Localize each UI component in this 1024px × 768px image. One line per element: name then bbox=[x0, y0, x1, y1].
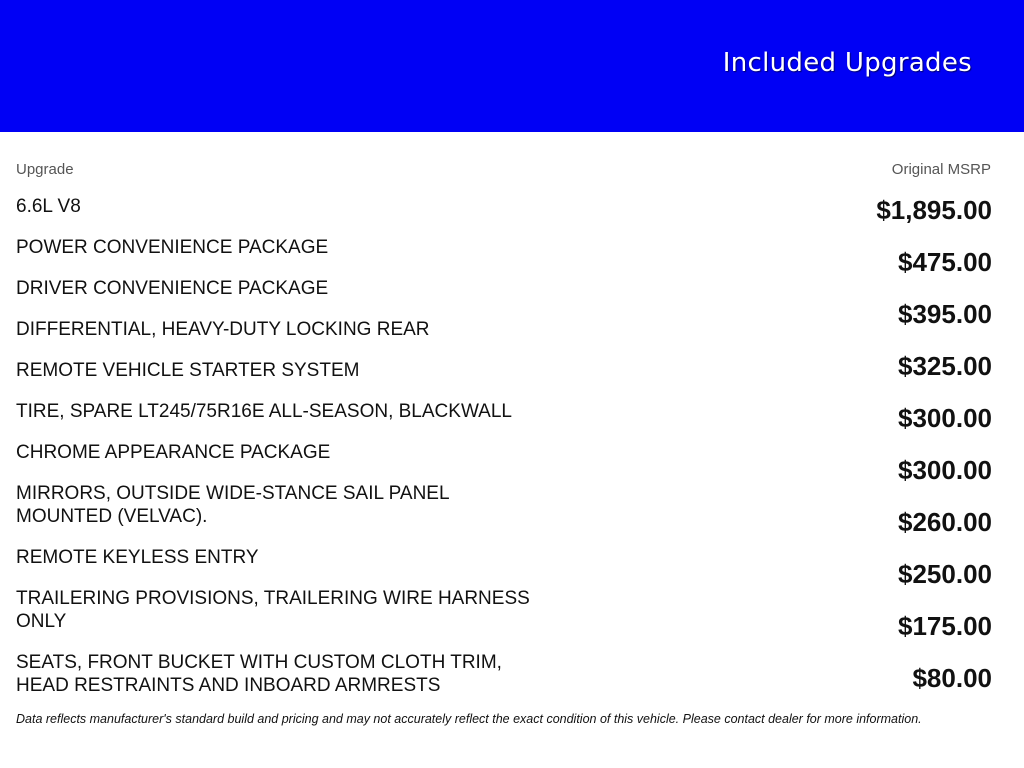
upgrade-column-header: Upgrade bbox=[16, 161, 74, 178]
upgrade-price: $395.00 bbox=[898, 299, 992, 329]
upgrade-price: $80.00 bbox=[912, 663, 992, 693]
upgrade-price: $175.00 bbox=[898, 611, 992, 641]
upgrade-list bbox=[16, 195, 576, 715]
header-banner bbox=[0, 0, 1024, 132]
price-list bbox=[876, 192, 992, 712]
upgrade-price: $300.00 bbox=[898, 455, 992, 485]
upgrade-price: $300.00 bbox=[898, 403, 992, 433]
upgrade-name: DIFFERENTIAL, HEAVY-DUTY LOCKING REAR bbox=[16, 319, 430, 340]
upgrade-name: REMOTE VEHICLE STARTER SYSTEM bbox=[16, 360, 360, 381]
upgrade-price: $325.00 bbox=[898, 351, 992, 381]
upgrade-price: $475.00 bbox=[898, 247, 992, 277]
upgrade-name: SEATS, FRONT BUCKET WITH CUSTOM CLOTH TRIM, HEAD RESTRAINTS AND INBOARD ARMRESTS bbox=[16, 652, 502, 696]
upgrade-name: MIRRORS, OUTSIDE WIDE-STANCE SAIL PANEL MOUNTED (VELVAC). bbox=[16, 483, 449, 527]
msrp-column-header: Original MSRP bbox=[891, 161, 991, 178]
upgrade-price: $260.00 bbox=[898, 507, 992, 537]
upgrade-name: CHROME APPEARANCE PACKAGE bbox=[16, 442, 331, 463]
upgrade-price: $1,895.00 bbox=[876, 195, 992, 225]
upgrade-name: POWER CONVENIENCE PACKAGE bbox=[16, 237, 329, 258]
upgrade-name: DRIVER CONVENIENCE PACKAGE bbox=[16, 278, 329, 299]
upgrade-name: TRAILERING PROVISIONS, TRAILERING WIRE HARNESS ONLY bbox=[16, 588, 530, 632]
upgrade-price: $250.00 bbox=[898, 559, 992, 589]
disclaimer-text: Data reflects manufacturer's standard build and pricing and may not accurately reflect the exact condition of this vehicle. Please contact dealer for more information. bbox=[16, 712, 922, 726]
upgrade-name: REMOTE KEYLESS ENTRY bbox=[16, 547, 259, 568]
upgrade-name: 6.6L V8 bbox=[16, 196, 81, 217]
page-title: Included Upgrades bbox=[722, 48, 972, 78]
upgrade-name: TIRE, SPARE LT245/75R16E ALL-SEASON, BLACKWALL bbox=[16, 401, 512, 422]
